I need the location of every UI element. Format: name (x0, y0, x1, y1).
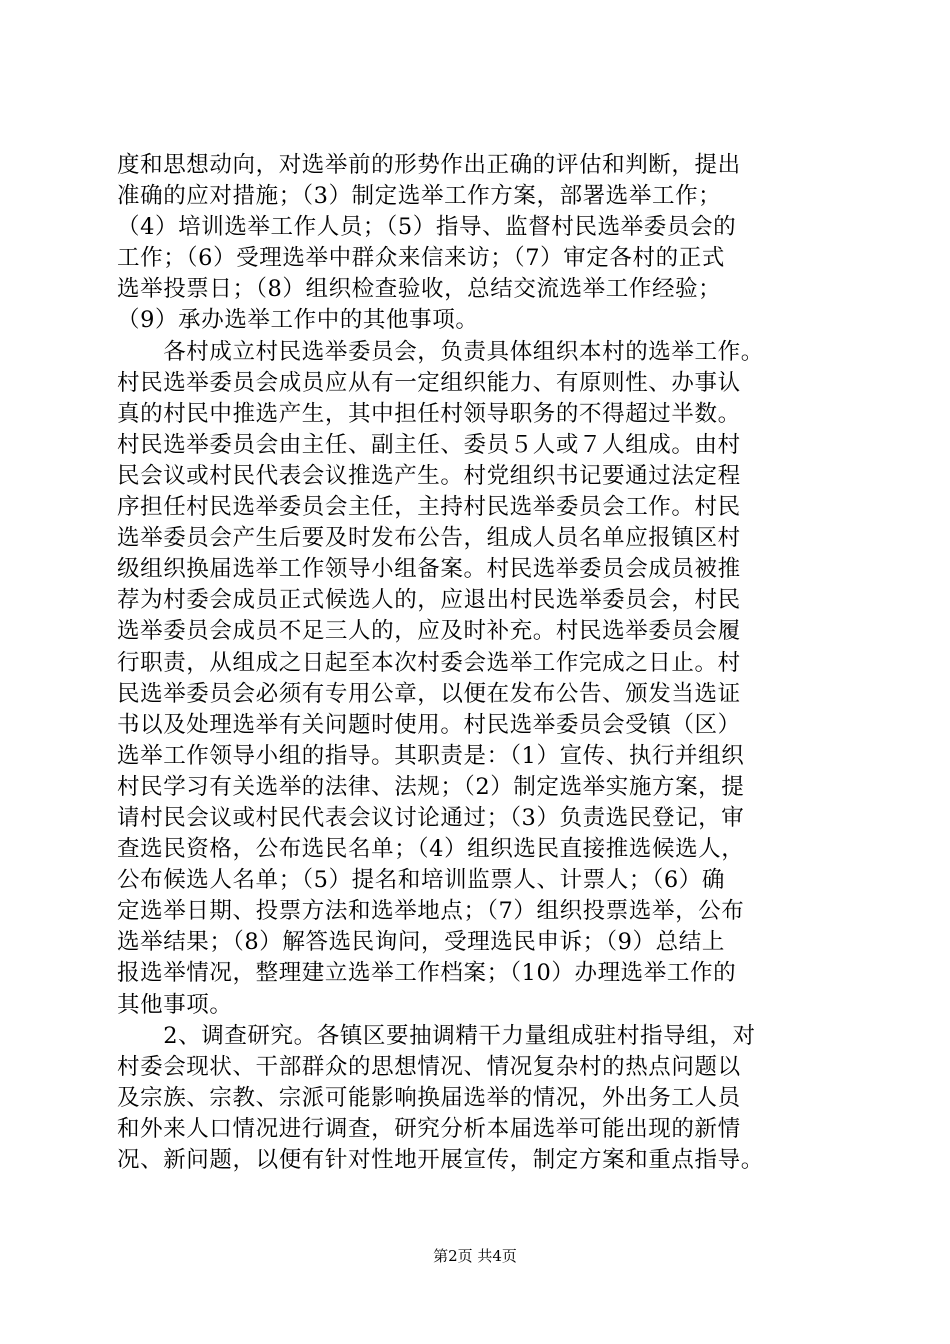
text-line: 查选民资格，公布选民名单；（4）组织选民直接推选候选人， (117, 836, 745, 863)
text-line: 荐为村委会成员正式候选人的，应退出村民选举委员会，村民 (117, 587, 741, 614)
text-line: 其他事项。 (117, 991, 233, 1018)
text-line: （9）承办选举工作中的其他事项。 (117, 307, 479, 334)
text-line: 村民学习有关选举的法律、法规；（2）制定选举实施方案，提 (117, 773, 745, 800)
text-line: 村委会现状、干部群众的思想情况、情况复杂村的热点问题以 (117, 1053, 741, 1080)
text-line: 准确的应对措施；（3）制定选举工作方案，部署选举工作； (117, 183, 722, 210)
text-line: 序担任村民选举委员会主任，主持村民选举委员会工作。村民 (117, 494, 741, 521)
text-line: 行职责，从组成之日起至本次村委会选举工作完成之日止。村 (117, 649, 741, 676)
text-line: 况、新问题，以便有针对性地开展宣传，制定方案和重点指导。 (117, 1147, 764, 1173)
text-line: 及宗族、宗教、宗派可能影响换届选举的情况，外出务工人员 (117, 1084, 741, 1111)
body-text (117, 150, 837, 1176)
text-line: （4）培训选举工作人员；（5）指导、监督村民选举委员会的 (117, 214, 737, 241)
text-line: 民选举委员会必须有专用公章，以便在发布公告、颁发当选证 (117, 680, 741, 707)
text-line: 请村民会议或村民代表会议讨论通过；（3）负责选民登记，审 (117, 804, 745, 831)
text-line: 真的村民中推选产生，其中担任村领导职务的不得超过半数。 (117, 400, 741, 427)
text-line: 工作；（6）受理选举中群众来信来访；（7）审定各村的正式 (117, 245, 725, 272)
text-line: 选举委员会产生后要及时发布公告，组成人员名单应报镇区村 (117, 525, 741, 552)
text-line: 村民选举委员会由主任、副主任、委员５人或７人组成。由村 (117, 431, 741, 458)
text-line: 级组织换届选举工作领导小组备案。村民选举委员会成员被推 (117, 556, 741, 583)
text-line: 村民选举委员会成员应从有一定组织能力、有原则性、办事认 (117, 369, 741, 396)
text-line: 2、调查研究。各镇区要抽调精干力量组成驻村指导组，对 (117, 1022, 756, 1049)
text-line: 和外来人口情况进行调查，研究分析本届选举可能出现的新情 (117, 1115, 741, 1142)
text-line: 各村成立村民选举委员会，负责具体组织本村的选举工作。 (117, 338, 764, 365)
text-line: 民会议或村民代表会议推选产生。村党组织书记要通过法定程 (117, 462, 741, 489)
text-line: 选举工作领导小组的指导。其职责是：（1）宣传、执行并组织 (117, 742, 745, 769)
text-line: 定选举日期、投票方法和选举地点；（7）组织投票选举，公布 (117, 898, 745, 925)
page-footer: 第2页 共4页 (433, 1247, 517, 1265)
text-line: 书以及处理选举有关问题时使用。村民选举委员会受镇（区） (117, 711, 741, 738)
text-line: 报选举情况，整理建立选举工作档案；（10）办理选举工作的 (117, 960, 737, 987)
text-line: 度和思想动向，对选举前的形势作出正确的评估和判断，提出 (117, 152, 741, 178)
text-line: 公布候选人名单；（5）提名和培训监票人、计票人；（6）确 (117, 867, 725, 894)
text-line: 选举投票日；（8）组织检查验收，总结交流选举工作经验； (117, 276, 722, 303)
text-line: 选举结果；（8）解答选民询问，受理选民申诉；（9）总结上 (117, 929, 725, 956)
text-line: 选举委员会成员不足三人的，应及时补充。村民选举委员会履 (117, 618, 741, 645)
